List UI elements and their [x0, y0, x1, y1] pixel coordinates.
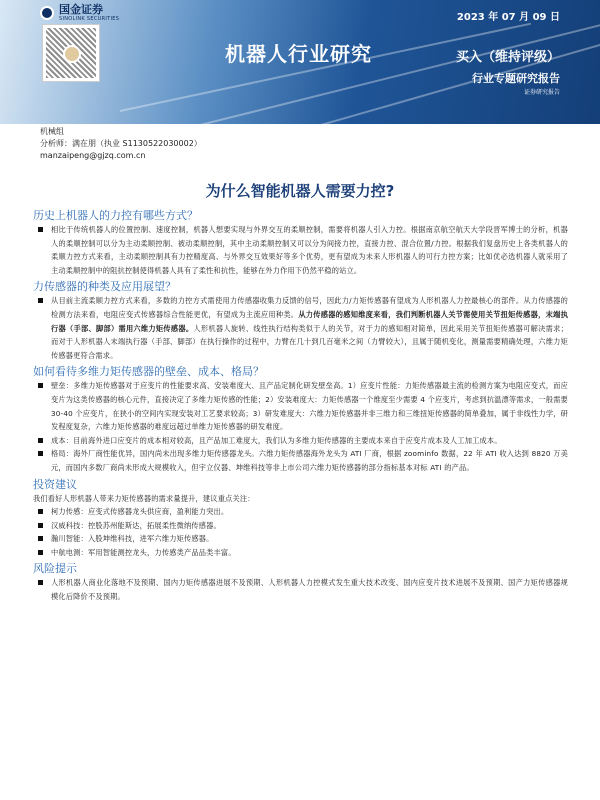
industry-title: 机器人行业研究	[225, 42, 372, 66]
qr-badge-icon	[63, 45, 81, 63]
section-heading: 历史上机器人的力控有哪些方式？	[33, 209, 198, 222]
bullet-square-icon	[38, 509, 43, 514]
bullet-item	[33, 505, 568, 519]
bullet-item	[33, 434, 568, 448]
analyst-name: 分析师：满在朋（执业 S1130522030002）	[40, 139, 202, 148]
bullet-text: 格局：海外厂商性能优异，国内尚未出现多维力矩传感器龙头。六维力矩传感器海外龙头为 ATI 厂商，根据 zoominfo 数据，22 年 ATI 收入达到 8820 万美元，而国内多数厂商尚未形成大规模收入，但宇立仪器、坤维科技等非上市公司六维力矩传感器的部分指标基本对标 ATI 的产品。	[51, 449, 568, 472]
bullet-text: 人形机器人旋转、线性执行结构类似于人的关节，对于力的感知相对简单，因此采用关节扭矩传感器可解决需求；而对于人形机器人末端执行器（手部、脚部）在执行操作的过程中，力臂在几十到几百毫米之间（力臂较大），且属于随机变化，测量需要精确处理，六维力矩传感器更符合需求。	[51, 323, 568, 360]
bullet-text: 柯力传感：应变式传感器龙头供应商，盈利能力突出。	[51, 507, 229, 517]
bullet-item	[33, 532, 568, 546]
analyst-group: 机械组	[40, 127, 64, 136]
bullet-square-icon	[38, 451, 43, 456]
bullet-text: 人形机器人商业化落地不及预期、国内力矩传感器进展不及预期、人形机器人力控模式发生重大技术改变、国内应变片技术进展不及预期、国产力矩传感器规模化后降价不及预期。	[51, 578, 568, 602]
analyst-info	[40, 126, 202, 162]
bullet-item	[33, 576, 568, 603]
bullet-item	[33, 379, 568, 433]
bullet-text: 成本：目前海外进口应变片的成本相对较高，且产品加工难度大，我们认为多维力矩传感器的主要成本来自于应变片成本及人工加工成本。	[51, 435, 502, 445]
section-heading: 如何看待多维力矩传感器的壁垒、成本、格局？	[33, 365, 264, 379]
report-note: 证券研究报告	[523, 89, 560, 96]
bullet-item	[33, 223, 568, 277]
bullet-item	[33, 519, 568, 533]
bullet-text: 壁垒：多维力矩传感器对于应变片的性能要求高、安装难度大、且产品定制化研发壁垒高。1）应变片性能：力矩传感器最主流的检测方案为电阻应变式，而应变片为这类传感器的核心元件，直接决定了多维力矩传感的性能；2）安装难度大：力矩传感器一个维度至少需要 4 个应变片，考虑到抗温漂等需求，一般需要 30-40 个应变片，在狭小的空间内实现安装对工艺要求较高；3）研发难度大：六维力矩传感器并非三维力和三维扭矩传感器的简单叠加，属于非线性力学，研发程度复杂，六维力矩传感器的难度远超过单维力矩传感器的研发难度。	[51, 381, 568, 432]
logo-en-text: SINOLINK SECURITIES	[59, 16, 120, 22]
bullet-square-icon	[38, 227, 43, 232]
rating-badge: 买入（维持评级）	[455, 50, 560, 65]
bullet-text: 相比于传统机器人的位置控制、速度控制，机器人想要实现与外界交互的柔顺控制，需要将机器人引入力控。根据南京航空航天大学段晋军博士的分析，机器人的柔顺控制可以分为主动柔顺控制、被动柔顺控制，其中主动柔顺控制又可以分为间接力控，直接力控、混合位置/力控。根据我们复盘历史上各类机器人的柔顺力控方式来看，主动柔顺控制具有力控精度高、与外界交互效果好等多个优势，更有望成为未来人形机器人的可行力控方案；比如优必选机器人就采用了主动柔顺控制中的阻抗控制使得机器人具有了柔性和抗性，能够在外力作用下仍然平稳的站立。	[51, 225, 568, 275]
header-decor-line	[120, 23, 531, 112]
document-title: 为什么智能机器人需要力控?	[205, 182, 395, 200]
bullet-square-icon	[38, 550, 43, 555]
section-heading: 力传感器的种类及应用展望？	[33, 280, 176, 294]
bullet-square-icon	[38, 298, 43, 303]
section-heading: 投资建议	[33, 477, 77, 491]
report-type: 行业专题研究报告	[472, 72, 560, 85]
bullet-bold-text: 从力传感器的感知维度来看，我们判断机器人关节需使用关节扭矩传感器，末端执行器（手部、脚部）需用六维力矩传感器。	[51, 309, 568, 333]
report-body	[33, 206, 568, 604]
section-intro: 我们看好人形机器人带来力矩传感器的需求量提升，建议重点关注：	[33, 493, 255, 503]
company-logo	[40, 4, 119, 22]
bullet-item	[33, 447, 568, 474]
report-header	[0, 0, 600, 124]
bullet-item	[33, 546, 568, 560]
logo-cn-text: 国金证券	[59, 3, 103, 16]
bullet-square-icon	[38, 438, 43, 443]
bullet-square-icon	[38, 523, 43, 528]
bullet-square-icon	[38, 383, 43, 388]
section-heading: 风险提示	[33, 562, 77, 576]
bullet-text: 汉威科技：控股苏州能斯达，拓展柔性微纳传感器。	[51, 520, 221, 530]
logo-mark-icon	[40, 6, 54, 20]
qr-code	[42, 24, 100, 82]
bullet-text: 中航电测：军用智能测控龙头，力传感类产品品类丰富。	[51, 547, 236, 557]
bullet-text: 瀚川智能：入股坤维科技，进军六维力矩传感器。	[51, 534, 214, 544]
bullet-item	[33, 294, 568, 362]
bullet-square-icon	[38, 580, 43, 585]
bullet-square-icon	[38, 536, 43, 541]
bullet-text: 从目前主流柔顺力控方式来看，多数的力控方式需使用力传感器收集力反馈的信号，因此力/力矩传感器有望成为人形机器人力控最核心的部件。从力传感器的检测方法来看，电阻应变式传感器综合性能更优，有望成为主流应用种类。	[51, 296, 568, 319]
analyst-email[interactable]: manzaipeng@gjzq.com.cn	[40, 151, 146, 160]
report-date: 2023 年 07 月 09 日	[456, 12, 560, 23]
